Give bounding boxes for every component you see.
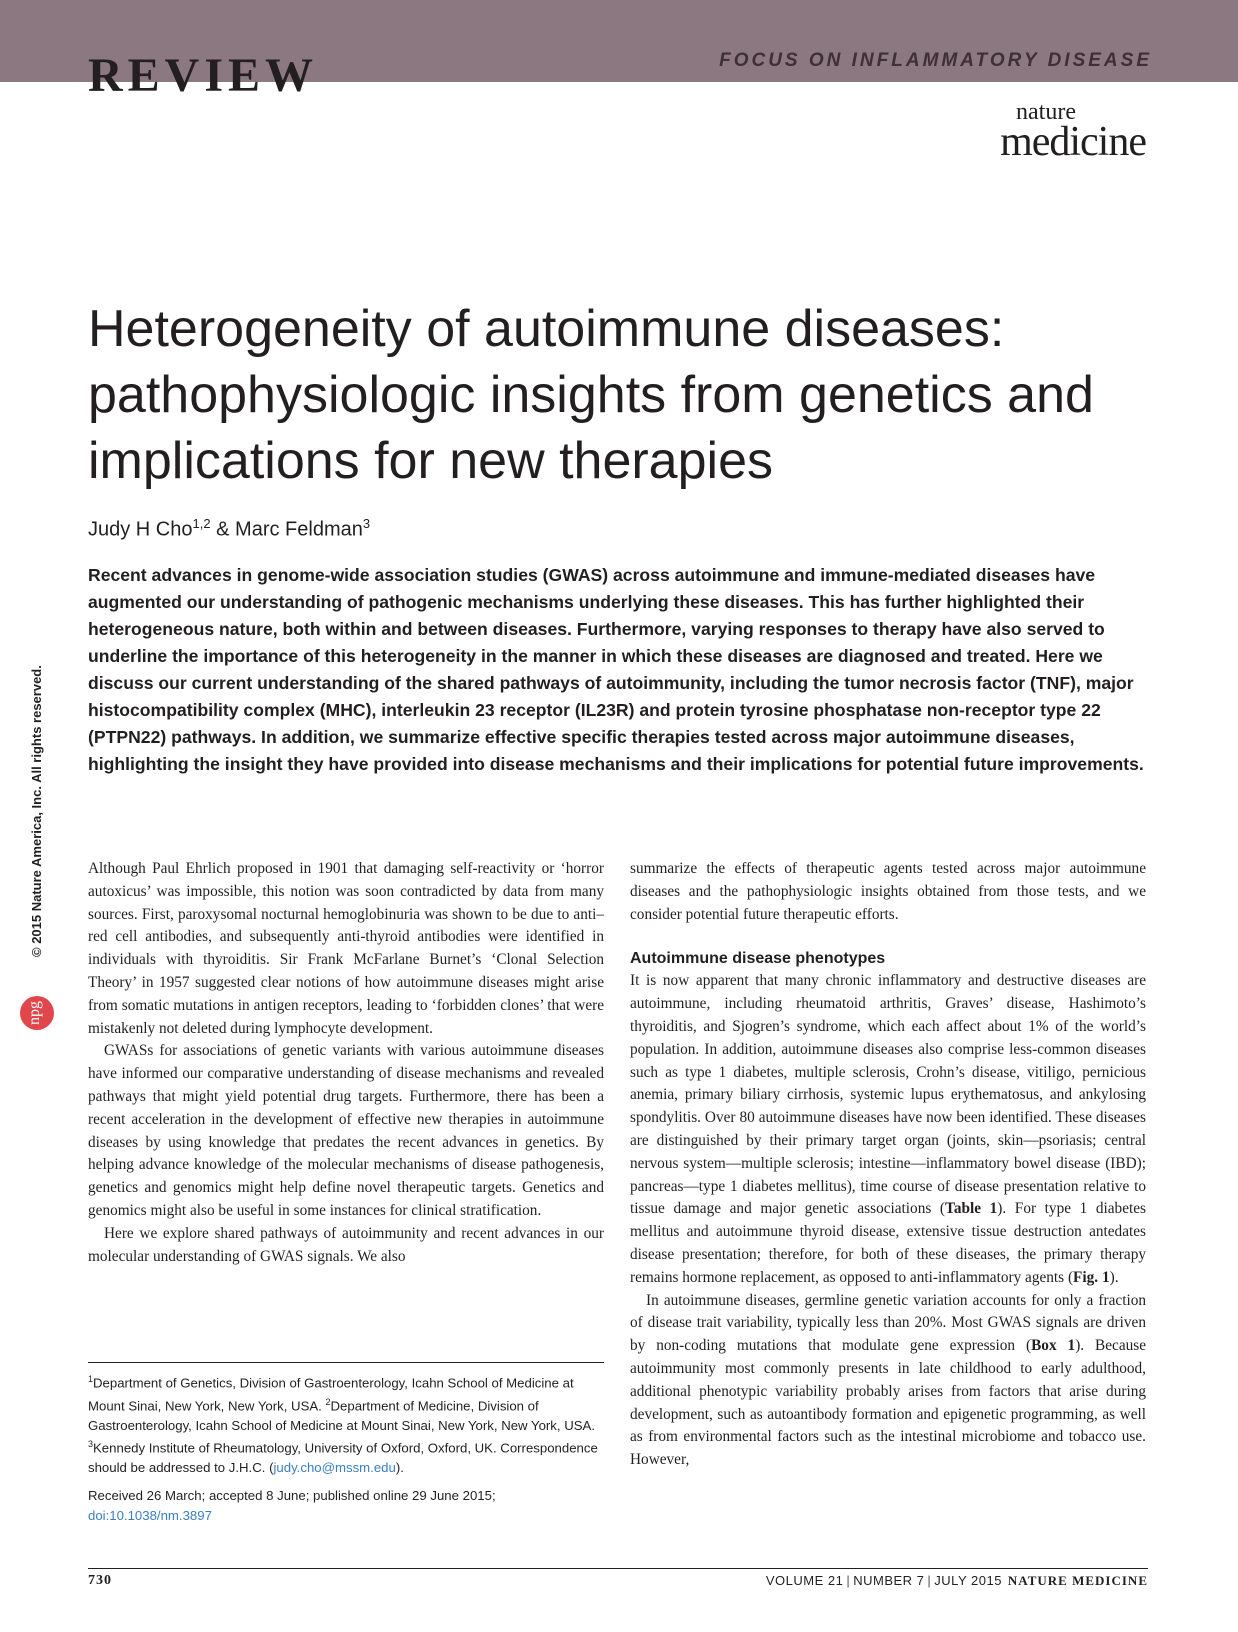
doi-link[interactable]: doi:10.1038/nm.3897 (88, 1507, 212, 1523)
author-affiliation: 3 (362, 516, 371, 531)
body-column-right (630, 858, 1146, 1472)
body-column-left (88, 858, 604, 1268)
body-paragraph: summarize the effects of therapeutic agents tested across major autoimmune diseases and the pathophysiologic insights obtained from those tests, and we consider potential future therapeutic efforts. (630, 860, 1146, 923)
author-name: Marc Feldman (235, 518, 363, 541)
footer-volume: VOLUME 21 (765, 1573, 844, 1588)
section-label: REVIEW (88, 49, 319, 102)
affiliations-footnote: $^1$Department of Genetics, Division of Gastroenterology, Icahn School of Medicine at Mount Sinai, New York, New York, USA. $^2$Department of Medicine, Division of Gastroenterology, Icahn School of Medicine at Mount Sinai, New York, New York, USA. $^3$Kennedy Institute of Rheumatology, University of Oxford, Oxford, UK. Correspondence should be addressed to J.H.C. (judy.cho@mssm.edu). (88, 1374, 598, 1476)
npg-logo-text: npg (26, 1001, 43, 1025)
footer-journal: NATURE MEDICINE (1007, 1573, 1148, 1588)
publication-dates: Received 26 March; accepted 8 June; published online 29 June 2015; doi:10.1038/nm.3897 (88, 1488, 496, 1523)
box-reference[interactable]: Box 1 (1031, 1337, 1076, 1355)
npg-logo-icon (20, 996, 54, 1030)
body-paragraph: GWASs for associations of genetic variants with various autoimmune diseases have informed our comparative understanding of disease mechanisms and revealed pathways that might yield potential drug targets. Furthermore, there has been a recent acceleration in the development of effective new therapies in autoimmune diseases by using knowledge that predates the recent advances in genetics. By helping advance knowledge of the molecular mechanisms of disease pathogenesis, genetics and genomics might help define novel therapeutic targets. Genetics and genomics might also be useful in some instances for clinical stratification. (88, 1042, 604, 1219)
body-paragraph: In autoimmune diseases, germline genetic variation accounts for only a fraction of disease trait variability, typically less than 20%. Most GWAS signals are driven by non-coding mutations that modulate gene expression (Box 1). Because autoimmunity most commonly presents in late childhood to early adulthood, additional phenotypic variability probably arises from factors that arise during development, such as autoantibody formation and epigenetic programming, as well as from environmental factors such as the intestinal microbiome and tobacco use. However, (630, 1291, 1146, 1469)
page-number: 730 (88, 1573, 112, 1588)
author-affiliation: 1,2 (192, 516, 211, 531)
body-paragraph: It is now apparent that many chronic inflammatory and destructive diseases are autoimmune, including rheumatoid arthritis, Graves’ disease, Hashimoto’s thyroiditis, and Sjogren’s syndrome, which each affect about 1% of the world’s population. In addition, autoimmune diseases also comprise less-common diseases such as type 1 diabetes, multiple sclerosis, Crohn’s disease, vitiligo, pernicious anemia, primary biliary cirrhosis, systemic lupus erythematosus, and ankylosing spondylitis. Over 80 autoimmune diseases have now been identified. These diseases are distinguished by their primary target organ (joints, skin—psoriasis; central nervous system—multiple sclerosis; intestine—inflammatory bowel disease (IBD); pancreas—type 1 diabetes mellitus), time course of disease presentation relative to tissue damage and major genetic associations (Table 1). For type 1 diabetes mellitus and autoimmune thyroid disease, extensive tissue destruction antedates disease presentation; therefore, for both of these diseases, the primary therapy remains hormone replacement, as opposed to anti-inflammatory agents (Fig. 1). (630, 972, 1146, 1286)
footer-divider (88, 1568, 1148, 1569)
focus-label: FOCUS ON INFLAMMATORY DISEASE (719, 50, 1152, 71)
table-reference[interactable]: Table 1 (945, 1200, 998, 1218)
copyright-notice: © 2015 Nature America, Inc. All rights reserved. (29, 665, 44, 957)
author-name: Judy H Cho (88, 518, 193, 541)
logo-word-medicine: medicine (1000, 119, 1146, 165)
body-paragraph: Although Paul Ehrlich proposed in 1901 that damaging self-reactivity or ‘horror autoxicus’ was impossible, this notion was soon contradicted by data from many sources. First, paroxysomal nocturnal hemoglobinuria was shown to be due to anti–red cell antibodies, and subsequently anti-thyroid antibodies were identified in individuals with thyroiditis. Sir Frank McFarlane Burnet’s ‘Clonal Selection Theory’ in 1957 suggested clear notions of how autoimmune diseases might arise from somatic mutations in antigen receptors, leading to ‘forbidden clones’ that were mistakenly not deleted during lymphocyte development. (88, 860, 604, 1037)
section-heading: Autoimmune disease phenotypes (630, 950, 886, 968)
footer-issue: NUMBER 7 (853, 1573, 925, 1588)
correspondence-email-link[interactable]: judy.cho@mssm.edu (273, 1460, 396, 1476)
article-title: Heterogeneity of autoimmune diseases: pathophysiologic insights from genetics and implications for new therapies (88, 300, 1094, 490)
abstract: Recent advances in genome-wide association studies (GWAS) across autoimmune and immune-mediated diseases have augmented our understanding of pathogenic mechanisms underlying these diseases. This has further highlighted their heterogeneous nature, both within and between diseases. Furthermore, varying responses to therapy have also served to underline the importance of this heterogeneity in the manner in which these diseases are diagnosed and treated. Here we discuss our current understanding of the shared pathways of autoimmunity, including the tumor necrosis factor (TNF), major histocompatibility complex (MHC), interleukin 23 receptor (IL23R) and protein tyrosine phosphatase non-receptor type 22 (PTPN22) pathways. In addition, we summarize effective specific therapies tested across major autoimmune diseases, highlighting the insight they have provided into disease mechanisms and their implications for potential future improvements. (88, 565, 1144, 774)
footer-citation: VOLUME 21 | NUMBER 7 | JULY 2015 NATURE MEDICINE (765, 1573, 1148, 1588)
footnote-divider (88, 1362, 604, 1363)
journal-logo (1000, 99, 1146, 165)
footer-date: JULY 2015 (934, 1573, 1002, 1588)
figure-reference[interactable]: Fig. 1 (1073, 1268, 1110, 1286)
author-line (88, 516, 370, 542)
logo-word-nature: nature (1016, 99, 1076, 125)
author-separator: & (210, 518, 236, 541)
body-paragraph: Here we explore shared pathways of autoimmunity and recent advances in our molecular understanding of GWAS signals. We also (88, 1224, 604, 1265)
